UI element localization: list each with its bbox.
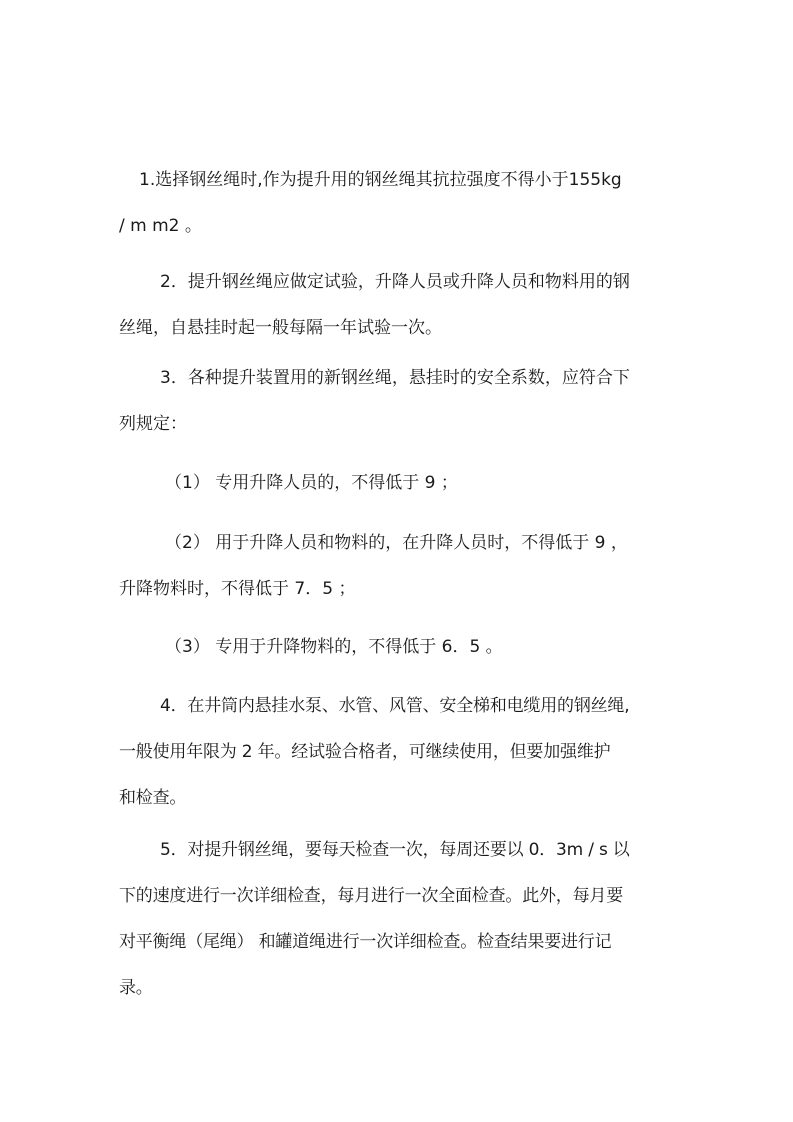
paragraph-3-item-3	[119, 624, 679, 670]
item-2-line-1: （2） 用于升降人员和物料的，在升降人员时，不得低于 9 ，	[165, 533, 628, 553]
paragraph-3-item-1	[119, 460, 679, 506]
paragraph-5-line-2: 下的速度进行一次详细检查，每月进行一次全面检查。此外，每月要	[119, 886, 623, 906]
paragraph-2-line-2: 丝绳，自悬挂时起一般每隔一年试验一次。	[119, 318, 442, 338]
item-1-line-1: （1） 专用升降人员的，不得低于 9 ；	[165, 473, 458, 493]
paragraph-4-line-2: 一般使用年限为 2 年。经试验合格者，可继续使用，但要加强维护	[119, 742, 611, 762]
paragraph-3-line-1: 3．各种提升装置用的新钢丝绳，悬挂时的安全系数，应符合下	[160, 368, 630, 388]
item-2-line-2: 升降物料时，不得低于 7．5 ；	[119, 579, 356, 599]
paragraph-2	[119, 259, 679, 351]
paragraph-5	[119, 827, 679, 1011]
paragraph-2-line-1: 2．提升钢丝绳应做定试验，升降人员或升降人员和物料用的钢	[160, 272, 630, 292]
paragraph-4-line-3: 和检查。	[119, 788, 187, 808]
paragraph-5-line-3: 对平衡绳（尾绳） 和罐道绳进行一次详细检查。检查结果要进行记	[119, 932, 612, 952]
paragraph-1	[119, 157, 679, 249]
paragraph-5-line-4: 录。	[119, 978, 153, 998]
paragraph-1-line-2: / m m2 。	[119, 216, 202, 236]
paragraph-3	[119, 355, 679, 447]
paragraph-3-line-2: 列规定：	[119, 414, 187, 434]
paragraph-1-line-1: 1.选择钢丝绳时,作为提升用的钢丝绳其抗拉强度不得小于155kg	[139, 170, 622, 190]
paragraph-4-line-1: 4．在井筒内悬挂水泵、水管、风管、安全梯和电缆用的钢丝绳,	[160, 696, 630, 716]
paragraph-4	[119, 683, 679, 821]
paragraph-3-item-2	[119, 520, 679, 612]
paragraph-5-line-1: 5．对提升钢丝绳，要每天检查一次，每周还要以 0．3m / s 以	[160, 840, 630, 860]
item-3-line-1: （3） 专用于升降物料的，不得低于 6．5 。	[165, 637, 503, 657]
